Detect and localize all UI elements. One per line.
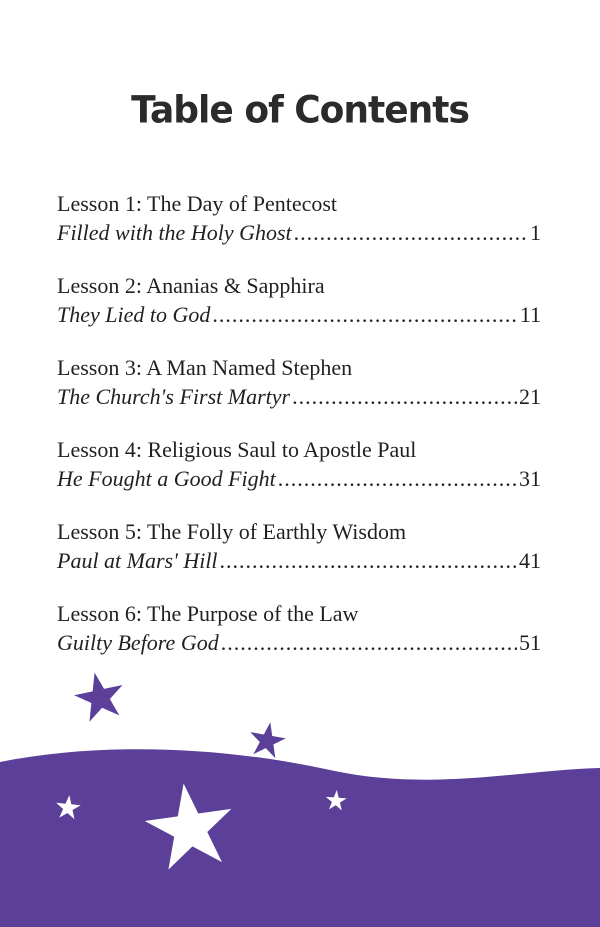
- page-number: 41: [519, 548, 541, 573]
- lesson-title: Lesson 1: The Day of Pentecost: [57, 191, 338, 216]
- lesson-subtitle: He Fought a Good Fight: [57, 466, 276, 491]
- page-number: 51: [519, 630, 541, 655]
- lesson-subtitle: The Church's First Martyr: [57, 384, 291, 409]
- star-icon: [70, 667, 128, 723]
- lesson-subtitle: Filled with the Holy Ghost: [57, 220, 292, 245]
- lesson-subtitle: Guilty Before God: [57, 630, 219, 655]
- page-number: 1: [530, 220, 541, 245]
- star-icon: [247, 719, 289, 759]
- lesson-title: Lesson 3: A Man Named Stephen: [57, 355, 353, 380]
- page-number: 21: [519, 384, 541, 409]
- lesson-title: Lesson 2: Ananias & Sapphira: [57, 273, 325, 298]
- lesson-subtitle: Paul at Mars' Hill: [57, 548, 218, 573]
- lesson-title: Lesson 5: The Folly of Earthly Wisdom: [57, 519, 407, 544]
- wave-banner: [0, 749, 600, 927]
- page-number: 31: [519, 466, 541, 491]
- lesson-title: Lesson 4: Religious Saul to Apostle Paul: [57, 437, 417, 462]
- lesson-subtitle: They Lied to God: [57, 302, 211, 327]
- lesson-title: Lesson 6: The Purpose of the Law: [57, 601, 359, 626]
- page-number: 11: [519, 302, 541, 327]
- page-title: Table of Contents: [131, 89, 469, 133]
